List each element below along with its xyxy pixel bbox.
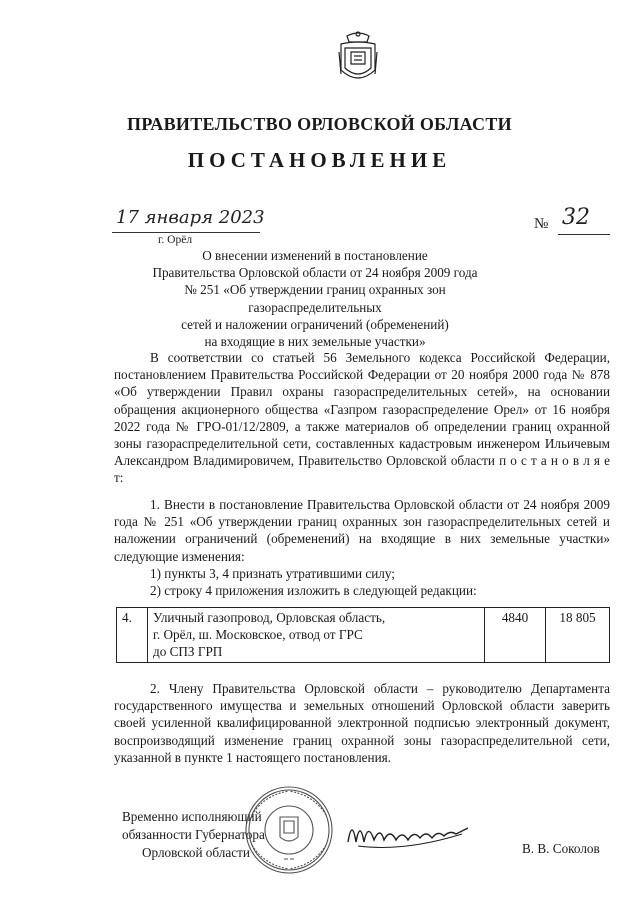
date-underline xyxy=(112,232,260,233)
official-seal xyxy=(244,785,334,875)
sub-item-1: 1) пункты 3, 4 признать утратившими силу; xyxy=(150,566,395,581)
number-sign: № xyxy=(534,216,549,232)
object-name-line: г. Орёл, ш. Московское, отвод от ГРС xyxy=(153,627,363,643)
preamble-paragraph: В соответствии со статьей 56 Земельного кодекса Российской Федерации, постановлением Правительства Российской Федерации от 20 ноября 2000 года № 878 «Об утверждении Правил охраны газораспределительных сетей», на основании обращения акционерного общества «Газпром газораспределение Орел» от 16 ноября 2022 года № ГРО-01/12/2809, а также материалов об определении границ охранной зоны газораспределительной сети, составленных кадастровым инженером Ильичевым Александром Владимировичем, Правительство Орловской области п о с т а н о в л я е т: xyxy=(114,350,610,486)
cell-area: 18 805 xyxy=(546,608,610,663)
object-name-line: до СПЗ ГРП xyxy=(153,644,223,660)
subject-line: на входящие в них земельные участки» xyxy=(204,334,426,350)
signatory-line: Временно исполняющий xyxy=(122,809,262,824)
subject-line: Правительства Орловской области от 24 ноября 2009 года xyxy=(152,265,478,281)
handwritten-number: 32 xyxy=(562,205,590,230)
appendix-table xyxy=(116,607,610,663)
cell-length: 4840 xyxy=(485,608,546,663)
signatory-line: Орловской области xyxy=(142,845,250,860)
signer-name: В. В. Соколов xyxy=(522,841,600,856)
cell-object-name xyxy=(148,608,485,663)
cell-row-number: 4. xyxy=(117,608,148,663)
subject-line: № 251 «Об утверждении границ охранных зон газораспределительных xyxy=(184,282,446,315)
sub-item-2: 2) строку 4 приложения изложить в следующей редакции: xyxy=(150,583,477,598)
handwritten-signature xyxy=(344,812,474,856)
subject-line: О внесении изменений в постановление xyxy=(202,248,428,263)
coat-of-arms-emblem xyxy=(337,30,379,88)
city-label: г. Орёл xyxy=(158,234,193,246)
object-name-line: Уличный газопровод, Орловская область, xyxy=(153,610,386,625)
number-underline xyxy=(558,234,610,235)
document-type-title: ПОСТАНОВЛЕНИЕ xyxy=(187,148,452,172)
signatory-line: обязанности Губернатора xyxy=(122,827,265,842)
item-2-paragraph: 2. Члену Правительства Орловской области – руководителю Департамента государственного имущества и земельных отношений Орловской области заверить своей усиленной квалифицированной электронной подписью электронный документ, воспроизводящий изменение границ охранной зоны газораспределительной сети, указанной в пункте 1 настоящего постановления. xyxy=(114,681,610,765)
government-title: ПРАВИТЕЛЬСТВО ОРЛОВСКОЙ ОБЛАСТИ xyxy=(127,114,512,134)
item-1-paragraph: 1. Внести в постановление Правительства Орловской области от 24 ноября 2009 года № 251 «Об утверждении границ охранных зон газораспределительных сетей и наложении ограничений (обременений) на входящие в них земельные участки» следующие изменения: xyxy=(114,497,610,564)
subject-line: сетей и наложении ограничений (обременений) xyxy=(181,316,449,332)
handwritten-date: 17 января 2023 xyxy=(116,207,265,228)
document-subject xyxy=(140,247,490,350)
table-row xyxy=(117,608,610,663)
